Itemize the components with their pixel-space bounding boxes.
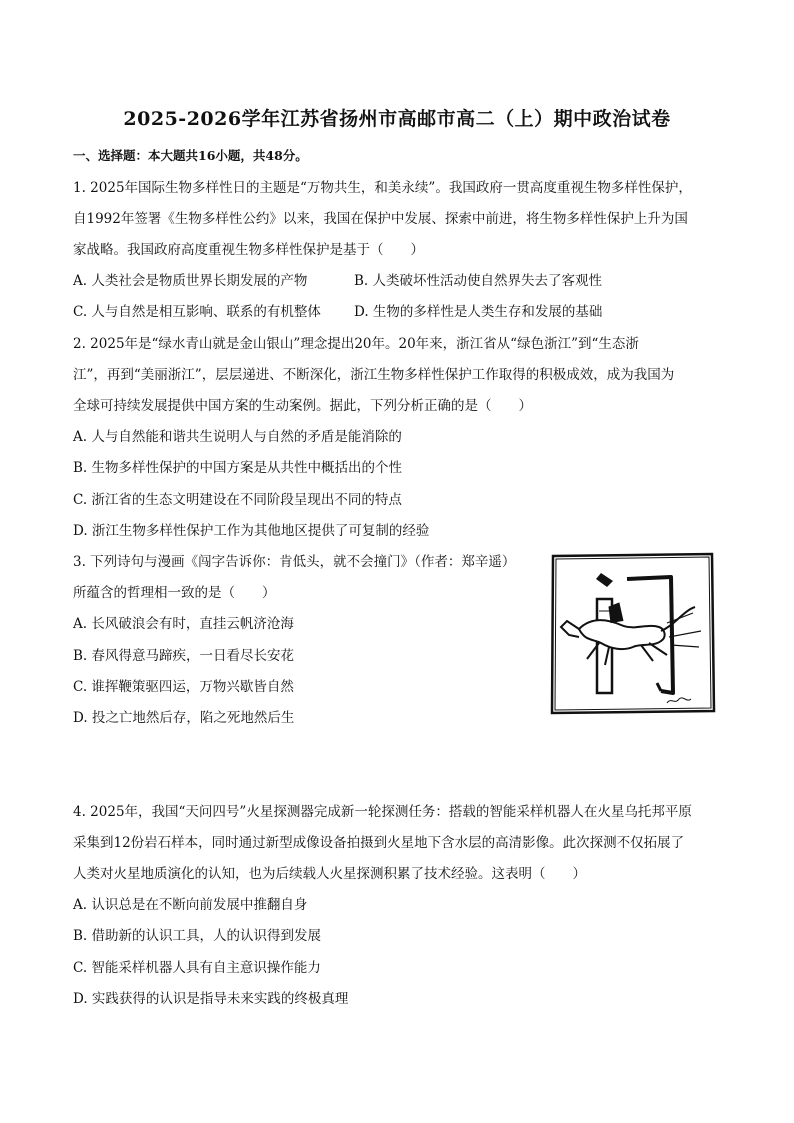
- q1-stem-line-3: 家战略。我国政府高度重视生物多样性保护是基于（ ）: [73, 242, 424, 258]
- q2-stem-line-2: 江”，再到“美丽浙江”，层层递进、不断深化，浙江生物多样性保护工作取得的积极成效，成为我国为: [73, 367, 675, 383]
- q3-option-c: C. 谁挥鞭策驱四运，万物兴歇皆自然: [73, 679, 294, 695]
- cartoon-illustration: [549, 551, 717, 717]
- exam-title: 2025-2026学年江苏省扬州市高邮市高二（上）期中政治试卷: [123, 108, 671, 130]
- q3-option-d: D. 投之亡地然后存，陷之死地然后生: [73, 710, 295, 726]
- q3-option-b: B. 春风得意马蹄疾，一日看尽长安花: [73, 648, 295, 664]
- q2-option-a: A. 人与自然能和谐共生说明人与自然的矛盾是能消除的: [73, 429, 402, 445]
- q1-option-d: D. 生物的多样性是人类生存和发展的基础: [354, 304, 603, 320]
- q1-stem-line-1: 1. 2025年国际生物多样性日的主题是“万物共生，和美永续”。我国政府一贯高度重视生物多样性保护，: [73, 180, 692, 196]
- q4-stem-line-2: 采集到12份岩石样本，同时通过新型成像设备拍摄到火星地下含水层的高清影像。此次探测不仅拓展了: [73, 835, 685, 851]
- q3-stem-line-2: 所蕴含的哲理相一致的是（ ）: [73, 585, 276, 601]
- q3-option-a: A. 长风破浪会有时，直挂云帆济沧海: [73, 616, 294, 632]
- q4-option-b: B. 借助新的认识工具，人的认识得到发展: [73, 928, 322, 944]
- q4-option-d: D. 实践获得的认识是指导未来实践的终极真理: [73, 991, 349, 1007]
- q2-stem-line-3: 全球可持续发展提供中国方案的生动案例。据此，下列分析正确的是（ ）: [73, 398, 532, 414]
- section-heading: 一、选择题：本大题共16小题，共48分。: [73, 148, 308, 163]
- q4-option-a: A. 认识总是在不断向前发展中推翻自身: [73, 897, 308, 913]
- artist-signature: [667, 698, 691, 703]
- q4-stem-line-1: 4. 2025年，我国“天问四号”火星探测器完成新一轮探测任务：搭载的智能采样机器人在火星乌托邦平原: [73, 804, 692, 820]
- q1-option-c: C. 人与自然是相互影响、联系的有机整体: [73, 304, 321, 320]
- q4-stem-line-3: 人类对火星地质演化的认知，也为后续载人火星探测积累了技术经验。这表明（ ）: [73, 866, 586, 882]
- q1-stem-line-2: 自1992年签署《生物多样性公约》以来，我国在保护中发展、探索中前进，将生物多样性保护上升为国: [73, 211, 688, 227]
- q3-stem-line-1: 3. 下列诗句与漫画《闯字告诉你：肯低头，就不会撞门》（作者：郑辛遥）: [73, 554, 516, 570]
- q1-option-b: B. 人类破坏性活动使自然界失去了客观性: [354, 273, 603, 289]
- men-dot-stroke: [596, 573, 613, 587]
- q1-option-a: A. 人类社会是物质世界长期发展的产物: [73, 273, 308, 289]
- q2-option-b: B. 生物多样性保护的中国方案是从共性中概括出的个性: [73, 460, 403, 476]
- men-hook: [657, 683, 661, 691]
- horse-head: [561, 621, 579, 637]
- q2-option-d: D. 浙江生物多样性保护工作为其他地区提供了可复制的经验: [73, 523, 430, 539]
- rider: [609, 603, 623, 623]
- cartoon-drawing: [549, 551, 717, 717]
- q2-stem-line-1: 2. 2025年是“绿水青山就是金山银山”理念提出20年。20年来，浙江省从“绿色浙江”到“生态浙: [73, 336, 639, 352]
- q2-option-c: C. 浙江省的生态文明建设在不同阶段呈现出不同的特点: [73, 492, 402, 508]
- q4-option-c: C. 智能采样机器人具有自主意识操作能力: [73, 960, 321, 976]
